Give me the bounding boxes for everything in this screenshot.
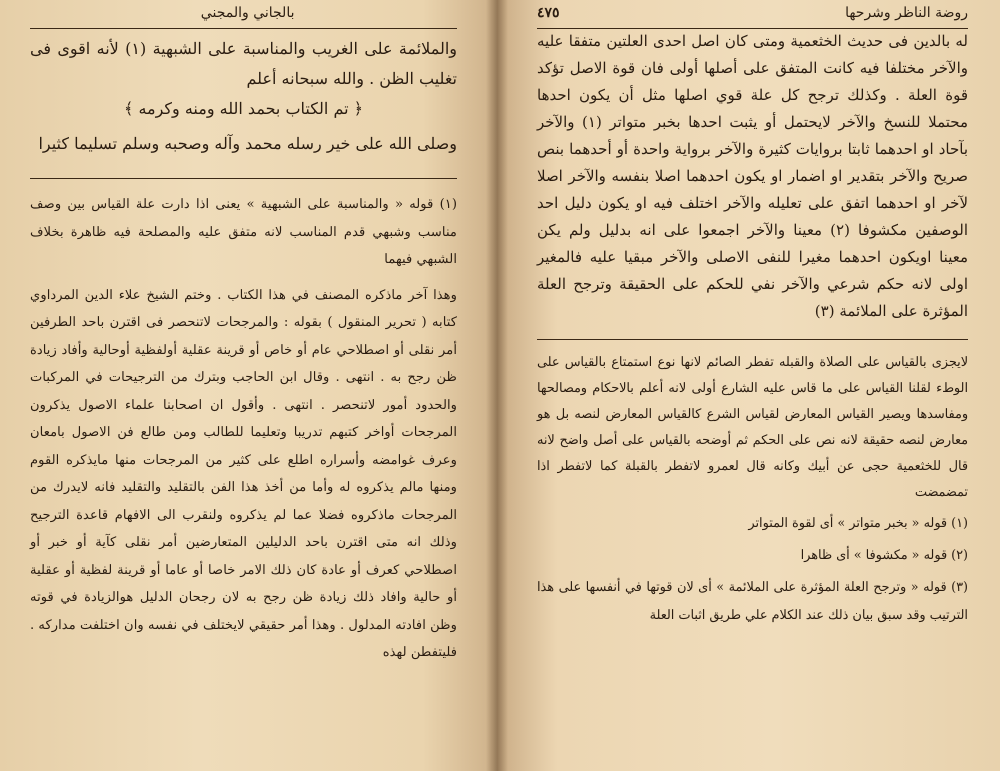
right-footnote-3: (٣) قوله « وترجح العلة المؤثرة على الملائمة » أى لان قوتها في أنفسها على هذا الترتيب وقد سبق بيان ذلك عند الكلام علي طريق اثبات العلة [537,580,968,623]
page-number: ٤٧٥ [537,5,560,21]
colophon: ﴿ تم الكتاب بحمد الله ومنه وكرمه ﴾ [123,99,364,118]
left-note-paragraph: وهذا آخر ماذكره المصنف في هذا الكتاب . وختم الشيخ علاء الدين المرداوي كتابه ( تحرير المنقول ) بقوله : والمرجحات لاتنحصر فى اقترن باحد الطرفين أمر نقلى أو اصطلاحي عام أو خاص أو قرينة عقلية أولفظية أوحالية وأفاد زيادة ظن رجح به . انتهى . وقال ابن الحاجب وبترك من الترجيحات في المركبات والحدود أمور لاتنحصر . انتهى . وأقول ان اصحابنا علماء الاصول يذكرون المرجحات أواخر كتبهم تدريبا وتعليما للطالب ومن طالع فن الاصول بامعان وعرف غوامضه وأسراره اطلع على كثير من المرجحات منها مايذكره القوم ومنها مالم يذكروه له وأما من أخذ هذا الفن بالتقليد والتقليد فانه لايدرك من المرجحات ماذكروه فضلا عما لم يذكروه ولنقرب الى الافهام قاعدة الترجيح وذلك انه متى اقترن باحد الدليلين المتعارضين أمر نقلى كآية أو خبر أو اصطلاحي كعرف أو عادة كان ذلك الامر خاصا أو عاما أو قرينة لفظية أو عقلية أو حالية وافاد ذلك زيادة ظن رجح به لان رجحان الدليل هوالزيادة في قوته وظن افادته المدلول . وهذا أمر حقيقي لايختلف في نفسه وان اختلفت مداركه . فليتفطن لهذه [30,287,457,660]
left-footnote-1: (١) قوله « والمناسبة على الشبهية » يعنى اذا دارت علة القياس بين وصف مناسب وشبهي قدم المناسب لانه متفق عليه والمصلحة فيه ظاهرة بخلاف الشبهي فيهما [30,197,457,267]
right-main-text [537,28,968,325]
right-footnotes [537,350,968,630]
left-main-paragraph: والملائمة على الغريب والمناسبة على الشبهية (١) لأنه اقوى فى تغليب الظن . والله سبحانه أعلم [30,39,457,88]
right-main-paragraph: له بالدين فى حديث الخثعمية ومتى كان اصل احدى العلتين متفقا عليه والآخر مختلفا فيه كانت المتفق على أصلها أولى فان قوة الاصل تؤكد قوة العلة . وكذلك ترجح كل علة قوي اصلها مثل أن يكون احدها محتملا للنسخ والآخر لايحتمل أو يثبت احدها بخبر متواتر (١) والآخر بآحاد او احدهما ثابتا بروايات كثيرة والآخر برواية واحدة أو أحدهما بنص صريح والآخر بتقدير او اضمار او يكون احدهما اصلا بنفسه والآخر اصلا لآخر او احدهما اتفق على تعليله والآخر اختلف فيه او يكون دليل احد الوصفين مكشوفا (٢) معينا والآخر اجمعوا على انه بدليل ولم يكن معينا اويكون احدهما مغيرا للنفى الاصلى والآخر مبقيا عليه فالمغير اولى لانه حكم شرعي والآخر نفي للحكم على الحقيقة وترجح العلة المؤثرة على الملائمة (٣) [537,32,968,320]
right-page [497,0,1000,771]
right-footnote-intro: لايجزى بالقياس على الصلاة والقبله تفطر الصائم لانها نوع استمتاع بالقياس على الوطء لقلنا القياس على ما قاس عليه الشارع أولى لانه أعلم بالاحكام ومصالحها ومفاسدها ويصير القياس المعارض لقياس الشرع كالقياس المعارض لنصه بل هو معارض لنصه حقيقة لانه نص على الحكم ثم أوضحه بالقياس على أصل واضح لانه قال للخثعمية حجى عن أبيك وكانه قال لعمرو لاتفطر بالقبلة كما لاتفطر اذا تمضمضت [537,355,968,500]
left-page-header [30,0,457,29]
right-footnote-separator [537,339,968,340]
left-page [0,0,497,771]
right-header-title: روضة الناظر وشرحها [845,5,968,21]
left-footnote-separator [30,178,457,179]
left-main-text [30,34,457,160]
right-footnote-1: (١) قوله « بخبر متواتر » أى لقوة المتواتر [748,516,968,531]
closing-blessing: وصلى الله على خير رسله محمد وآله وصحبه وسلم تسليما كثيرا [38,134,457,153]
right-footnote-2: (٢) قوله « مكشوفا » أى ظاهرا [800,548,968,563]
left-header-title: بالجاني والمجني [200,5,295,21]
book-gutter-shadow [486,0,508,771]
right-page-header [537,0,968,29]
left-footnotes [30,191,457,667]
